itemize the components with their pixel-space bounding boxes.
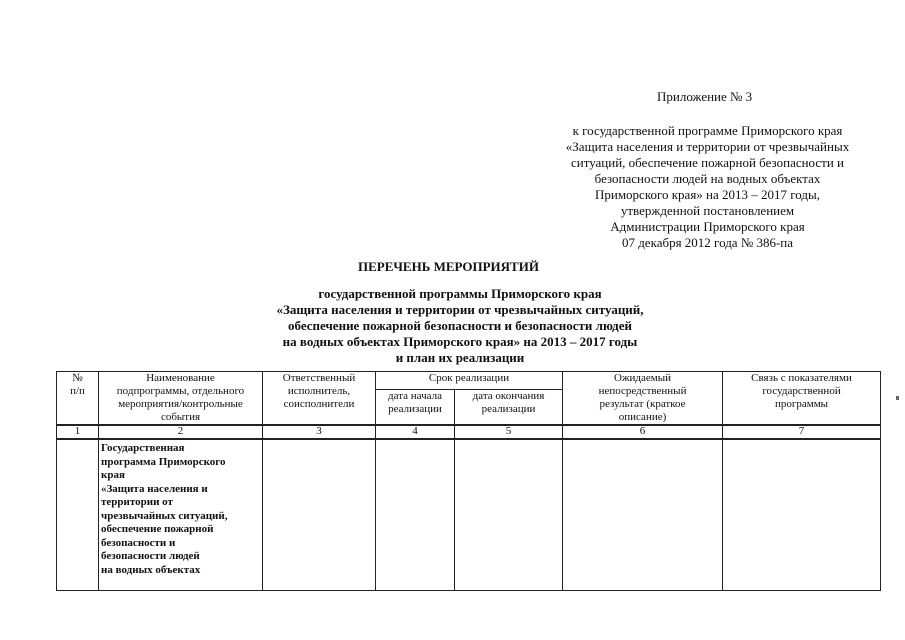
appendix-line: ситуаций, обеспечение пожарной безопасности и [570, 155, 845, 170]
header-row [57, 372, 881, 390]
start-date-cell [376, 439, 455, 591]
column-number-row [57, 425, 881, 439]
appendix-line: утвержденной постановлением [620, 203, 795, 218]
header-period: Срок реализации [376, 372, 563, 390]
responsible-cell [263, 439, 376, 591]
header-num: № п/п [57, 372, 99, 426]
scan-mark [896, 396, 899, 400]
column-number: 3 [263, 425, 376, 439]
result-cell [563, 439, 723, 591]
row-num-cell [57, 439, 99, 591]
header-link: Связь с показателями государственной программы [723, 372, 881, 426]
document-title: ПЕРЕЧЕНЬ МЕРОПРИЯТИЙ [358, 259, 539, 274]
subtitle-line: государственной программы Приморского края [318, 286, 602, 301]
appendix-title: Приложение № 3 [657, 89, 753, 104]
column-number: 7 [723, 425, 881, 439]
subtitle-line: «Защита населения и территории от чрезвычайных ситуаций, [276, 302, 644, 317]
header-responsible: Ответственный исполнитель, соисполнители [263, 372, 376, 426]
column-number: 6 [563, 425, 723, 439]
measures-table [56, 371, 881, 591]
column-number: 4 [376, 425, 455, 439]
header-name: Наименование подпрограммы, отдельного мероприятия/контрольные события [99, 372, 263, 426]
subtitle-line: на водных объектах Приморского края» на 2013 – 2017 годы [282, 334, 638, 349]
subtitle-line: и план их реализации [395, 350, 525, 365]
header-result: Ожидаемый непосредственный результат (краткое описание) [563, 372, 723, 426]
appendix-line: Администрации Приморского края [610, 219, 805, 234]
appendix-approval-block [520, 123, 895, 251]
header-start: дата начала реализации [376, 390, 455, 425]
appendix-line: «Защита населения и территории от чрезвычайных [565, 139, 850, 154]
subtitle-line: обеспечение пожарной безопасности и безопасности людей [288, 318, 632, 333]
end-date-cell [455, 439, 563, 591]
column-number: 1 [57, 425, 99, 439]
appendix-line: 07 декабря 2012 года № 386-па [621, 235, 794, 250]
link-cell [723, 439, 881, 591]
column-number: 5 [455, 425, 563, 439]
column-number: 2 [99, 425, 263, 439]
program-name-cell: Государственная программа Приморского края «Защита населения и территории от чрезвычайных ситуаций, обеспечение пожарной безопасности и безопасности людей на водных объектах [99, 439, 263, 591]
header-end: дата окончания реализации [455, 390, 563, 425]
appendix-line: безопасности людей на водных объектах [594, 171, 821, 186]
table-row [57, 439, 881, 591]
appendix-line: Приморского края» на 2013 – 2017 годы, [594, 187, 821, 202]
document-subtitle [200, 286, 720, 366]
appendix-line: к государственной программе Приморского края [572, 123, 843, 138]
